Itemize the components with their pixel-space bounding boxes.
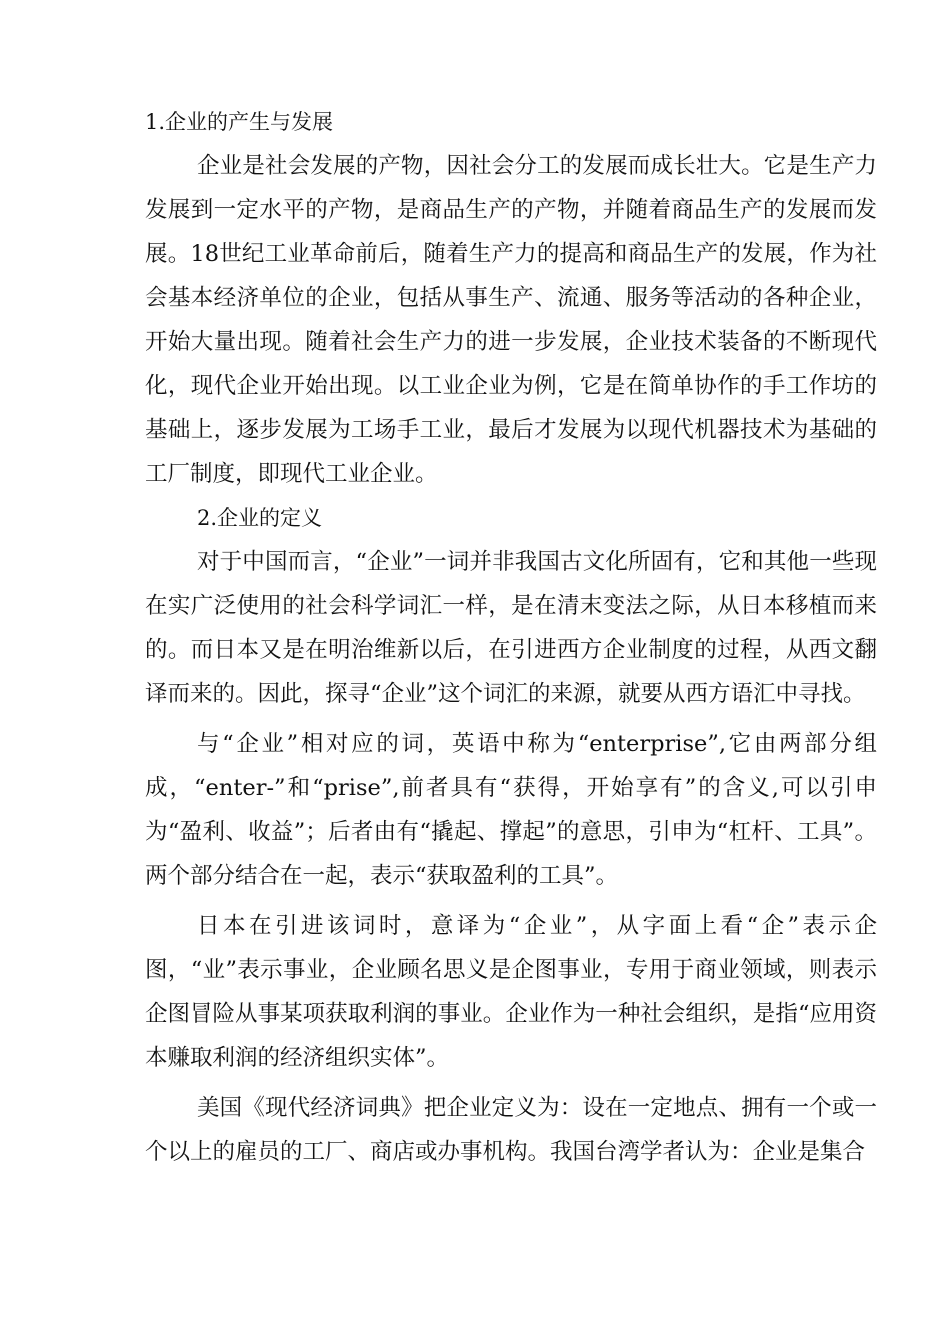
section-2-paragraph-4: 美国《现代经济词典》把企业定义为：设在一定地点、拥有一个或一个以上的雇员的工厂、商店或办事机构。我国台湾学者认为：企业是集合: [145, 1095, 877, 1165]
document-page: [145, 100, 877, 1174]
section-1-paragraph-1: 企业是社会发展的产物，因社会分工的发展而成长壮大。它是生产力发展到一定水平的产物，是商品生产的产物，并随着商品生产的发展而发展。18世纪工业革命前后，随着生产力的提高和商品生产的发展，作为社会基本经济单位的企业，包括从事生产、流通、服务等活动的各种企业，开始大量出现。随着社会生产力的进一步发展，企业技术装备的不断现代化，现代企业开始出现。以工业企业为例，它是在简单协作的手工作坊的基础上，逐步发展为工场手工业，最后才发展为以现代机器技术为基础的工厂制度，即现代工业企业。: [145, 153, 877, 487]
section-2-paragraph-2: 与“企业”相对应的词，英语中称为“enterprise”,它由两部分组成，“enter-”和“prise”,前者具有“获得，开始享有”的含义,可以引申为“盈利、收益”；后者由有“撬起、撑起”的意思，引申为“杠杆、工具”。两个部分结合在一起，表示“获取盈利的工具”。: [145, 731, 877, 889]
section-2-heading: 2.企业的定义: [197, 506, 323, 530]
section-1-heading: 1.企业的产生与发展: [145, 110, 334, 134]
section-2-paragraph-1: 对于中国而言，“企业”一词并非我国古文化所固有，它和其他一些现在实广泛使用的社会科学词汇一样，是在清末变法之际，从日本移植而来的。而日本又是在明治维新以后，在引进西方企业制度的过程，从西文翻译而来的。因此，探寻“企业”这个词汇的来源，就要从西方语汇中寻找。: [145, 549, 877, 707]
section-2-paragraph-3: 日本在引进该词时，意译为“企业”，从字面上看“企”表示企图，“业”表示事业，企业顾名思义是企图事业，专用于商业领域，则表示企图冒险从事某项获取利润的事业。企业作为一种社会组织，是指“应用资本赚取利润的经济组织实体”。: [145, 913, 877, 1071]
